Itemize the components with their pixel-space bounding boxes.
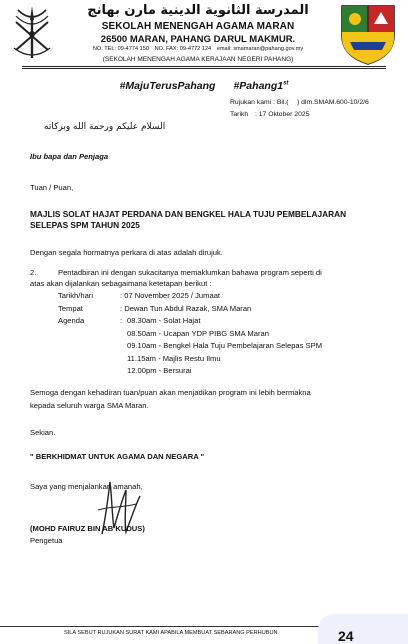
school-address: 26500 MARAN, PAHANG DARUL MAKMUR. (100, 34, 296, 45)
greeting: Tuan / Puan, (30, 183, 74, 192)
hashtag-maju: #MajuTerusPahang (119, 80, 216, 92)
letter-title-line-2: SELEPAS SPM TAHUN 2025 (30, 220, 140, 230)
header-divider-bottom (22, 68, 386, 69)
agenda-label: Agenda (58, 316, 85, 325)
agenda-item: 12.00pm - Bersurai (127, 366, 192, 375)
salam-greeting: السلام عليكم ورحمة الله وبركاته (44, 122, 166, 132)
closing-line-2: kepada seluruh warga SMA Maran. (30, 401, 149, 410)
recipient: Ibu bapa dan Penjaga (30, 152, 109, 161)
hashtag-pahang: #Pahang1 (233, 80, 284, 92)
date-value: : 17 Oktober 2025 (255, 111, 310, 118)
pahang-crest-icon (10, 4, 54, 60)
email-address: email: smamaran@pahang.gov.my (216, 46, 304, 52)
school-crest-icon (336, 2, 400, 66)
contact-line (58, 46, 338, 52)
paragraph-2-line-1: Pentadbiran ini dengan sukacitanya memaklumkan bahawa program seperti di (58, 268, 322, 277)
paragraph-2-number: 2. (30, 268, 37, 277)
hashtag-superscript: st (283, 80, 289, 87)
hashtags (0, 80, 408, 92)
agenda-item: 08.30am - Solat Hajat (127, 316, 201, 325)
date-detail-value: : 07 November 2025 / Jumaat (120, 291, 221, 300)
agenda-item: 09.10am - Bengkel Hala Tuju Pembelajaran Selepas SPM (127, 341, 323, 350)
agenda-item: 08.50am - Ucapan YDP PIBG SMA Maran (127, 329, 269, 338)
reference-label: Rujukan kami : Bil.( (230, 99, 289, 106)
signatory-name: (MOHD FAIRUZ BIN AB KUDUS) (30, 524, 145, 533)
letter-title-line-1: MAJLIS SOLAT HAJAT PERDANA DAN BENGKEL HALA TUJU PEMBELAJARAN (30, 209, 347, 219)
page-corner-number: 24 (338, 628, 354, 644)
date-detail-label: Tarikh/hari (58, 291, 94, 300)
signatory-title: Pengetua (30, 536, 63, 545)
sekian: Sekian. (30, 428, 56, 437)
paragraph-2-line-2: atas akan dijalankan sebagaimana ketetapan berikut : (30, 279, 212, 288)
closing-salutation: Saya yang menjalankan amanah, (30, 482, 143, 491)
fax-number: NO. FAX: 09-4772 124 (154, 46, 212, 52)
place-detail-value: : Dewan Tun Abdul Razak, SMA Maran (120, 304, 252, 313)
place-detail-label: Tempat (58, 304, 83, 313)
school-subtitle: (SEKOLAH MENENGAH AGAMA KERAJAAN NEGERI PAHANG) (102, 56, 294, 63)
agenda-colon: : (120, 316, 123, 325)
school-motto: " BERKHIDMAT UNTUK AGAMA DAN NEGARA " (30, 452, 205, 461)
footer-note: SILA SEBUT RUJUKAN SURAT KAMI APABILA MEMBUAT SEBARANG PERHUBUN (64, 630, 278, 636)
school-name: SEKOLAH MENENGAH AGAMA MARAN (101, 21, 295, 32)
date-label: Tarikh (230, 111, 249, 118)
closing-line-1: Semoga dengan kehadiran tuan/puan akan menjadikan program ini lebih bermakna (30, 388, 311, 397)
reference-value: ) dlm.SMAM.600-10/2/6 (297, 99, 369, 106)
header-divider-top (22, 66, 386, 67)
school-name-arabic: المدرسة الثانوية الدينية مارن بهانج (87, 3, 309, 18)
agenda-item: 11.15am - Majlis Restu Ilmu (127, 354, 221, 363)
paragraph-1: Dengan segala hormatnya perkara di atas adalah dirujuk. (30, 248, 223, 257)
tel-number: NO. TEL: 09-4774 150 (92, 46, 150, 52)
